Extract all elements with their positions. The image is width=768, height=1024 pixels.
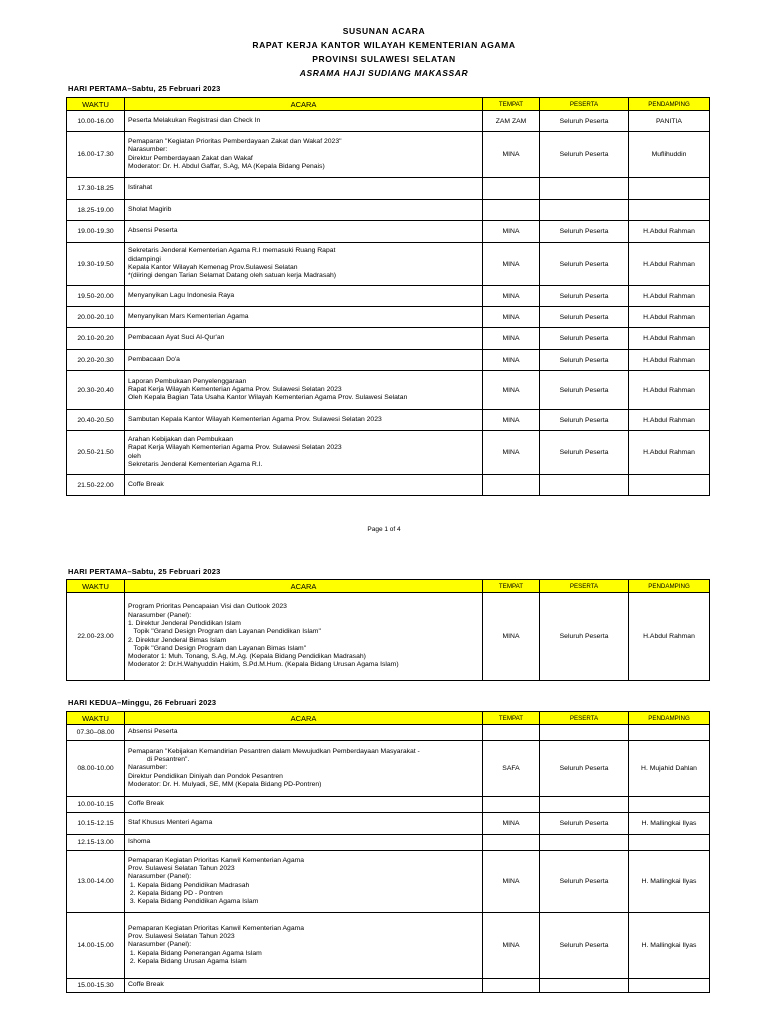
acara-cell: [125, 200, 483, 221]
pendamping-cell: [629, 178, 710, 200]
time-cell: 20.40-20.50: [67, 410, 125, 431]
tempat-cell: [483, 835, 540, 851]
pendamping-cell: [629, 725, 710, 741]
acara-line: Istirahat: [128, 184, 153, 192]
column-header-pendamping: PENDAMPING: [629, 98, 710, 111]
table-row: [67, 243, 710, 286]
acara-line: Narasumber:: [128, 764, 168, 772]
table-row: [67, 797, 710, 813]
page-number: Page 1 of 4: [367, 526, 401, 533]
acara-line: Moderator 2: Dr.H.Wahyuddin Hakim, S.Pd.M.Hum. (Kepala Bidang Urusan Agama Islam): [128, 661, 399, 669]
tempat-cell: ZAM ZAM: [483, 111, 540, 132]
acara-line: Narasumber:: [128, 146, 168, 154]
acara-cell: [125, 350, 483, 371]
acara-cell: [125, 132, 483, 178]
acara-line: Oleh Kepala Bagian Tata Usaha Kantor Wilayah Kementerian Agama Prov. Sulawesi Selatan: [128, 394, 408, 402]
acara-line: Pemaparan "Kebijakan Kemandirian Pesantren dalam Mewujudkan Pemberdayaan Masyarakat -: [128, 747, 420, 755]
pendamping-cell: [629, 835, 710, 851]
column-header-tempat: TEMPAT: [483, 98, 540, 111]
acara-cell: [125, 243, 483, 286]
tempat-cell: [483, 200, 540, 221]
table-row: [67, 328, 710, 350]
time-cell: 19.50-20.00: [67, 286, 125, 307]
acara-cell: [125, 741, 483, 797]
acara-line: Sekretaris Jenderal Kementerian Agama R.I memasuki Ruang Rapat: [128, 247, 336, 255]
schedule-table: [66, 97, 710, 496]
column-header-acara: ACARA: [125, 580, 483, 593]
acara-line: Narasumber (Panel):: [128, 611, 192, 619]
pendamping-cell: H.Abdul Rahman: [629, 243, 710, 286]
schedule-body: [67, 111, 710, 496]
peserta-cell: Seluruh Peserta: [540, 307, 629, 328]
column-header-peserta: PESERTA: [540, 98, 629, 111]
tempat-cell: SAFA: [483, 741, 540, 797]
header-province: PROVINSI SULAWESI SELATAN: [312, 54, 456, 64]
acara-line: oleh: [128, 452, 141, 460]
peserta-cell: Seluruh Peserta: [540, 111, 629, 132]
acara-cell: [125, 286, 483, 307]
pendamping-cell: [629, 475, 710, 496]
header-event: RAPAT KERJA KANTOR WILAYAH KEMENTERIAN AGAMA: [252, 40, 516, 50]
pendamping-cell: H.Abdul Rahman: [629, 286, 710, 307]
tempat-cell: MINA: [483, 410, 540, 431]
time-cell: 08.00-10.00: [67, 741, 125, 797]
day-label: HARI KEDUA–Minggu, 26 Februari 2023: [68, 698, 217, 707]
acara-line: Direktur Pendidikan Diniyah dan Pondok Pesantren: [128, 772, 283, 780]
acara-cell: [125, 178, 483, 200]
tempat-cell: MINA: [483, 243, 540, 286]
peserta-cell: Seluruh Peserta: [540, 243, 629, 286]
acara-cell: [125, 725, 483, 741]
acara-line: didampingi: [128, 255, 161, 263]
pendamping-cell: [629, 797, 710, 813]
acara-line: Prov. Sulawesi Selatan Tahun 2023: [128, 933, 235, 941]
acara-line: Prov. Sulawesi Selatan Tahun 2023: [128, 864, 235, 872]
table-row: [67, 111, 710, 132]
acara-cell: [125, 813, 483, 835]
acara-cell: [125, 371, 483, 410]
time-cell: 14.00-15.00: [67, 913, 125, 979]
column-header-waktu: WAKTU: [67, 580, 125, 593]
tempat-cell: MINA: [483, 221, 540, 243]
pendamping-cell: H.Abdul Rahman: [629, 221, 710, 243]
peserta-cell: [540, 178, 629, 200]
acara-line: Peserta Melakukan Registrasi dan Check In: [128, 116, 261, 124]
tempat-cell: MINA: [483, 813, 540, 835]
table-row: [67, 431, 710, 475]
table-row: [67, 132, 710, 178]
acara-line: Moderator 1: Muh. Tonang, S.Ag, M.Ag. (Kepala Bidang Pendidikan Madrasah): [128, 653, 366, 661]
acara-line: Pemaparan Kegiatan Prioritas Kanwil Kementerian Agama: [128, 856, 305, 864]
tempat-cell: MINA: [483, 913, 540, 979]
time-cell: 13.00-14.00: [67, 851, 125, 913]
tempat-cell: [483, 475, 540, 496]
acara-line: Menyanyikan Mars Kementerian Agama: [128, 312, 249, 320]
acara-line: 1. Direktur Jenderal Pendidikan Islam: [128, 619, 241, 627]
table-row: [67, 178, 710, 200]
table-row: [67, 725, 710, 741]
acara-line: Moderator: Dr. H. Mulyadi, SE, MM (Kepala Bidang PD-Pontren): [128, 780, 322, 788]
peserta-cell: [540, 475, 629, 496]
tempat-cell: MINA: [483, 851, 540, 913]
column-header-waktu: WAKTU: [67, 98, 125, 111]
table-header-row: [67, 712, 710, 725]
column-header-tempat: TEMPAT: [483, 712, 540, 725]
acara-line: Coffe Break: [128, 480, 164, 488]
peserta-cell: Seluruh Peserta: [540, 431, 629, 475]
column-header-acara: ACARA: [125, 712, 483, 725]
acara-line: Absensi Peserta: [128, 728, 178, 736]
peserta-cell: Seluruh Peserta: [540, 350, 629, 371]
acara-line: Menyanyikan Lagu Indonesia Raya: [128, 291, 235, 299]
acara-cell: [125, 475, 483, 496]
acara-line: Pembacaan Do'a: [128, 355, 180, 363]
tempat-cell: [483, 979, 540, 993]
column-header-peserta: PESERTA: [540, 712, 629, 725]
tempat-cell: MINA: [483, 371, 540, 410]
acara-line: Pembacaan Ayat Suci Al-Qur'an: [128, 334, 225, 342]
peserta-cell: [540, 725, 629, 741]
acara-cell: [125, 913, 483, 979]
acara-line: Sekretaris Jenderal Kementerian Agama R.I.: [128, 460, 263, 468]
column-header-waktu: WAKTU: [67, 712, 125, 725]
document-header: [0, 24, 768, 80]
tempat-cell: MINA: [483, 593, 540, 681]
acara-line: Arahan Kebijakan dan Pembukaan: [128, 435, 234, 443]
acara-line: di Pesantren".: [128, 756, 190, 764]
schedule-body: [67, 593, 710, 681]
acara-line: 1. Kepala Bidang Pendidikan Madrasah: [128, 881, 250, 889]
peserta-cell: [540, 797, 629, 813]
acara-line: *(diiringi dengan Tarian Selamat Datang oleh satuan kerja Madrasah): [128, 272, 337, 280]
table-header-row: [67, 580, 710, 593]
table-header-row: [67, 98, 710, 111]
table-row: [67, 593, 710, 681]
acara-line: Sholat Magirib: [128, 205, 172, 213]
peserta-cell: Seluruh Peserta: [540, 410, 629, 431]
tempat-cell: [483, 797, 540, 813]
day-label: HARI PERTAMA–Sabtu, 25 Februari 2023: [68, 567, 221, 576]
acara-line: 1. Kepala Bidang Penerangan Agama Islam: [128, 949, 262, 957]
column-header-pendamping: PENDAMPING: [629, 580, 710, 593]
tempat-cell: MINA: [483, 431, 540, 475]
schedule-body: [67, 725, 710, 993]
acara-cell: [125, 410, 483, 431]
table-row: [67, 813, 710, 835]
column-header-acara: ACARA: [125, 98, 483, 111]
acara-line: 3. Kepala Bidang Pendidikan Agama Islam: [128, 898, 259, 906]
table-row: [67, 851, 710, 913]
header-title: SUSUNAN ACARA: [342, 26, 426, 36]
acara-cell: [125, 593, 483, 681]
time-cell: 21.50-22.00: [67, 475, 125, 496]
acara-cell: [125, 111, 483, 132]
table-row: [67, 741, 710, 797]
acara-line: Rapat Kerja Wilayah Kementerian Agama Prov. Sulawesi Selatan 2023: [128, 385, 342, 393]
pendamping-cell: [629, 979, 710, 993]
peserta-cell: Seluruh Peserta: [540, 741, 629, 797]
tempat-cell: MINA: [483, 350, 540, 371]
acara-line: Sambutan Kepala Kantor Wilayah Kementerian Agama Prov. Sulawesi Selatan 2023: [128, 415, 382, 423]
table-row: [67, 221, 710, 243]
acara-line: 2. Direktur Jenderal Bimas Islam: [128, 636, 227, 644]
acara-cell: [125, 221, 483, 243]
time-cell: 20.20-20.30: [67, 350, 125, 371]
table-row: [67, 410, 710, 431]
acara-cell: [125, 431, 483, 475]
peserta-cell: Seluruh Peserta: [540, 221, 629, 243]
tempat-cell: MINA: [483, 286, 540, 307]
pendamping-cell: H. Mujahid Dahlan: [629, 741, 710, 797]
schedule-table: [66, 711, 710, 993]
acara-line: Absensi Peserta: [128, 227, 178, 235]
table-row: [67, 475, 710, 496]
acara-line: Moderator: Dr. H. Abdul Gaffar, S.Ag, MA (Kepala Bidang Penais): [128, 162, 325, 170]
pendamping-cell: H. Mallingkai Ilyas: [629, 913, 710, 979]
acara-cell: [125, 979, 483, 993]
time-cell: 19.30-19.50: [67, 243, 125, 286]
time-cell: 20.30-20.40: [67, 371, 125, 410]
time-cell: 10.00-10.15: [67, 797, 125, 813]
peserta-cell: Seluruh Peserta: [540, 913, 629, 979]
peserta-cell: Seluruh Peserta: [540, 593, 629, 681]
time-cell: 15.00-15.30: [67, 979, 125, 993]
acara-line: Staf Khusus Menteri Agama: [128, 819, 213, 827]
peserta-cell: Seluruh Peserta: [540, 328, 629, 350]
time-cell: 20.10-20.20: [67, 328, 125, 350]
tempat-cell: [483, 178, 540, 200]
table-row: [67, 307, 710, 328]
acara-line: Pemaparan Kegiatan Prioritas Kanwil Kementerian Agama: [128, 924, 305, 932]
time-cell: 10.00-16.00: [67, 111, 125, 132]
pendamping-cell: H. Mallingkai Ilyas: [629, 813, 710, 835]
time-cell: 20.00-20.10: [67, 307, 125, 328]
pendamping-cell: H.Abdul Rahman: [629, 431, 710, 475]
peserta-cell: Seluruh Peserta: [540, 286, 629, 307]
acara-line: 2. Kepala Bidang PD - Pontren: [128, 889, 223, 897]
header-venue: ASRAMA HAJI SUDIANG MAKASSAR: [299, 68, 469, 78]
peserta-cell: Seluruh Peserta: [540, 813, 629, 835]
schedule-table: [66, 579, 710, 681]
time-cell: 20.50-21.50: [67, 431, 125, 475]
acara-line: Direktur Pemberdayaan Zakat dan Wakaf: [128, 154, 253, 162]
acara-line: Topik "Grand Design Program dan Layanan Pendidikan Islam": [128, 628, 321, 636]
time-cell: 17.30-18.25: [67, 178, 125, 200]
tempat-cell: MINA: [483, 132, 540, 178]
pendamping-cell: H.Abdul Rahman: [629, 328, 710, 350]
acara-line: Coffe Break: [128, 800, 164, 808]
day-label: HARI PERTAMA–Sabtu, 25 Februari 2023: [68, 84, 221, 93]
column-header-tempat: TEMPAT: [483, 580, 540, 593]
time-cell: 18.25-19.00: [67, 200, 125, 221]
pendamping-cell: H.Abdul Rahman: [629, 410, 710, 431]
pendamping-cell: H.Abdul Rahman: [629, 593, 710, 681]
acara-line: Coffe Break: [128, 981, 164, 989]
acara-line: 2. Kepala Bidang Urusan Agama Islam: [128, 957, 247, 965]
time-cell: 19.00-19.30: [67, 221, 125, 243]
table-row: [67, 350, 710, 371]
time-cell: 12.15-13.00: [67, 835, 125, 851]
acara-cell: [125, 307, 483, 328]
table-row: [67, 979, 710, 993]
acara-cell: [125, 797, 483, 813]
pendamping-cell: H.Abdul Rahman: [629, 307, 710, 328]
tempat-cell: MINA: [483, 307, 540, 328]
acara-line: Ishoma: [128, 838, 151, 846]
peserta-cell: [540, 200, 629, 221]
peserta-cell: Seluruh Peserta: [540, 132, 629, 178]
acara-cell: [125, 328, 483, 350]
pendamping-cell: Muflihuddin: [629, 132, 710, 178]
acara-line: Narasumber (Panel):: [128, 941, 192, 949]
table-row: [67, 286, 710, 307]
peserta-cell: [540, 835, 629, 851]
pendamping-cell: PANITIA: [629, 111, 710, 132]
acara-line: Narasumber (Panel):: [128, 873, 192, 881]
time-cell: 10.15-12.15: [67, 813, 125, 835]
acara-line: Rapat Kerja Wilayah Kementerian Agama Prov. Sulawesi Selatan 2023: [128, 444, 342, 452]
peserta-cell: Seluruh Peserta: [540, 851, 629, 913]
peserta-cell: Seluruh Peserta: [540, 371, 629, 410]
table-row: [67, 200, 710, 221]
time-cell: 22.00-23.00: [67, 593, 125, 681]
acara-line: Kepala Kantor Wilayah Kemenag Prov.Sulawesi Selatan: [128, 264, 298, 271]
peserta-cell: [540, 979, 629, 993]
acara-line: Topik "Grand Design Program dan Layanan Bimas Islam": [128, 644, 307, 652]
column-header-peserta: PESERTA: [540, 580, 629, 593]
tempat-cell: MINA: [483, 328, 540, 350]
tempat-cell: [483, 725, 540, 741]
pendamping-cell: H. Mallingkai Ilyas: [629, 851, 710, 913]
time-cell: 07.30–08.00: [67, 725, 125, 741]
acara-line: Pemaparan "Kegiatan Prioritas Pemberdayaan Zakat dan Wakaf 2023": [128, 137, 342, 145]
pendamping-cell: H.Abdul Rahman: [629, 350, 710, 371]
table-row: [67, 371, 710, 410]
acara-line: Laporan Pembukaan Penyelenggaraan: [128, 377, 247, 385]
column-header-pendamping: PENDAMPING: [629, 712, 710, 725]
pendamping-cell: [629, 200, 710, 221]
table-row: [67, 913, 710, 979]
acara-cell: [125, 835, 483, 851]
acara-cell: [125, 851, 483, 913]
time-cell: 16.00-17.30: [67, 132, 125, 178]
acara-line: Program Prioritas Pencapaian Visi dan Outlook 2023: [128, 603, 287, 611]
pendamping-cell: H.Abdul Rahman: [629, 371, 710, 410]
table-row: [67, 835, 710, 851]
